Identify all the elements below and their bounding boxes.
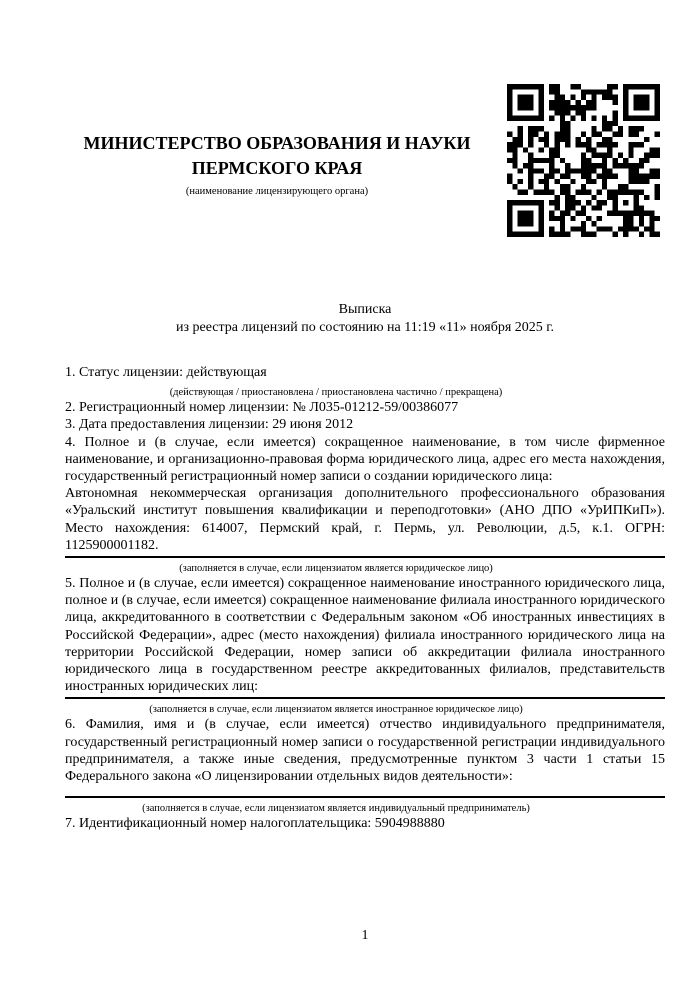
field-rule-legal-entity <box>65 556 665 558</box>
item-taxpayer-number: 7. Идентификационный номер налогоплательщика: 5904988880 <box>65 816 445 832</box>
item-registration-number: 2. Регистрационный номер лицензии: № Л035-01212-59/00386077 <box>65 400 459 416</box>
empty-value-space <box>65 785 665 794</box>
licensing-authority-caption: (наименование лицензирующего органа) <box>185 186 369 197</box>
field-rule-foreign-entity <box>65 697 665 699</box>
item-individual-entrepreneur-label: 6. Фамилия, имя и (в случае, если имеется) отчество индивидуального предпринимателя, государственный регистрационный номер записи о государственной регистрации индивидуального предпринимателя, а также иные сведения, предусмотренные пунктом 3 части 1 статьи 15 Федерального закона «О лицензировании отдельных видов деятельности»: <box>65 717 665 785</box>
field-caption-foreign-entity: (заполняется в случае, если лицензиатом является иностранное юридическое лицо) <box>149 704 523 716</box>
ministry-name-line1: МИНИСТЕРСТВО ОБРАЗОВАНИЯ И НАУКИ <box>83 133 471 153</box>
field-caption-individual-entrepreneur: (заполняется в случае, если лицензиатом является индивидуальный предприниматель) <box>142 803 530 815</box>
title-line2: из реестра лицензий по состоянию на 11:19 «11» ноября 2025 г. <box>176 319 554 335</box>
field-rule-individual-entrepreneur <box>65 796 665 798</box>
item-license-status: 1. Статус лицензии: действующая <box>65 365 267 380</box>
item-grant-date: 3. Дата предоставления лицензии: 29 июня 2012 <box>65 417 354 433</box>
item-legal-entity-label: 4. Полное и (в случае, если имеется) сокращенное наименование, в том числе фирменное наименование, и организационно-правовая форма юридического лица, адрес его места нахождения, государственный регистрационный номер записи о создании юридического лица: <box>65 434 665 485</box>
document-body <box>65 364 665 832</box>
status-options-note: (действующая / приостановлена / приостановлена частично / прекращена) <box>169 387 503 399</box>
qr-code <box>507 84 660 237</box>
ministry-name-line2: ПЕРМСКОГО КРАЯ <box>191 158 363 178</box>
item-foreign-entity-label: 5. Полное и (в случае, если имеется) сокращенное наименование иностранного юридического лица, полное и (в случае, если имеется) сокращенное наименование филиала иностранного юридического лица, аккредитованного в соответствии с Федеральным законом «Об иностранных инвестициях в Российской Федерации», адрес (место нахождения) филиала иностранного юридического лица на территории Российской Федерации, номер записи об аккредитации филиала иностранного юридического лица в государственном реестре аккредитованных филиалов, представительств иностранных юридических лиц: <box>65 576 665 695</box>
field-caption-legal-entity: (заполняется в случае, если лицензиатом является юридическое лицо) <box>179 563 493 575</box>
title-line1: Выписка <box>338 302 392 317</box>
page-number: 1 <box>361 928 369 943</box>
item-legal-entity-value: Автономная некоммерческая организация дополнительного профессионального образования «Уральский институт повышения квалификации и переподготовки» (АНО ДПО «УрИПКиП»). Место нахождения: 614007, Пермский край, г. Пермь, ул. Революции, д.5, к.1. ОГРН: 1125900001182. <box>65 486 665 553</box>
licensing-authority-header <box>68 131 486 198</box>
document-title <box>65 301 665 336</box>
